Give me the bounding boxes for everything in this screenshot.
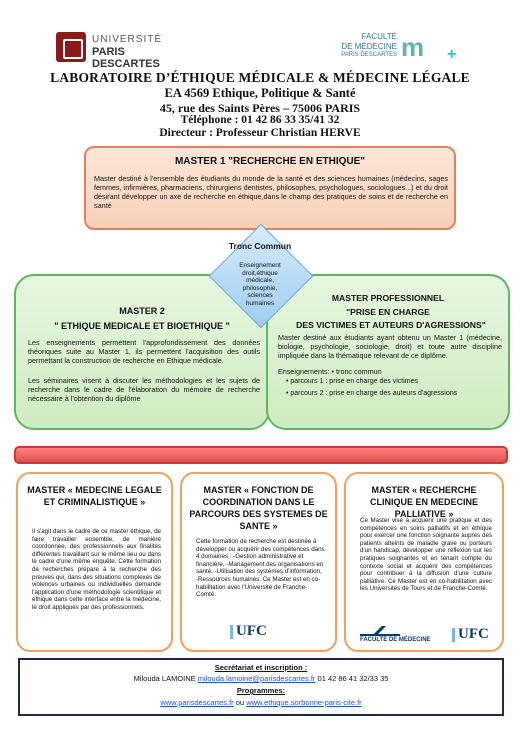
master-pro-parcours-2: • parcours 2 : prise en charge des auteurs d'agressions xyxy=(286,390,458,397)
master-coordination-box xyxy=(180,472,337,652)
ufc-logo: UFC xyxy=(458,626,489,642)
master-pro-title: MASTER PROFESSIONNEL xyxy=(331,293,445,303)
ufc-logo: UFC xyxy=(236,623,267,639)
red-divider-bar xyxy=(14,446,508,464)
site-ethique-link[interactable]: www.ethique.sorbonne-paris-cite.fr xyxy=(246,698,362,707)
ea-title: EA 4569 Ethique, Politique & Santé xyxy=(164,86,356,100)
tronc-commun-diamond xyxy=(210,225,310,325)
medecine-legale-text: Il s'agit dans le cadre de ce master éthique, de faire travailler ensemble, de manière coordonnée, des professionnels aux finalités différentes travaillant sur le même lieu ou dans le cadre d'une même enquête. Cette formation de recherches prépare à la recherche des preuves qui, dans des situations complexes de violences urbaines ou individuelles demande l'application d'une méthodologie scientifique et éthique dans cette interface entre la médecine, le droit appliqués par des professionnels. xyxy=(32,528,161,611)
univ-logo-line1: UNIVERSITÉ xyxy=(92,34,163,45)
footer-box xyxy=(18,658,504,716)
director: Directeur : Professeur Christian HERVE xyxy=(159,127,361,139)
university-emblem-icon xyxy=(56,32,86,62)
palliative-title: MASTER « RECHERCHE CLINIQUE EN MEDECINE PALLIATIVE » xyxy=(369,485,478,519)
master2-paragraph-1: Les enseignements permettent l'approfondissement des données théoriques suite au Master 1, ils permettent l'acquisition des outils permettant la construction de recherche en Ethique médicale. xyxy=(28,338,260,365)
master-pro-enseignements: Enseignements: • tronc commun xyxy=(278,367,382,376)
contact-name: Milouda LAMOINE xyxy=(133,674,196,683)
lab-title: LABORATOIRE D’ÉTHIQUE MÉDICALE & MÉDECINE LÉGALE xyxy=(50,70,470,85)
site-parisdescartes-link[interactable]: www.parisdescartes.fr xyxy=(160,698,234,707)
phone: Téléphone : 01 42 86 33 35/41 32 xyxy=(180,114,340,126)
faculte-medecine-label: FACULTÉ DE MÉDECINE xyxy=(360,637,431,643)
coordination-title: MASTER « FONCTION DE COORDINATION DANS LE PARCOURS DES SYSTEMES DE SANTE » xyxy=(189,485,328,531)
faculte-logo-line3: PARIS DESCARTES xyxy=(341,52,397,58)
master-pro-subtitle-2: DES VICTIMES ET AUTEURS D'AGRESSIONS" xyxy=(296,320,486,330)
master2-subtitle: " ETHIQUE MEDICALE ET BIOETHIQUE " xyxy=(54,321,230,331)
palliative-text: Ce Master vise à acquérir une pratique et des compétences en soins palliatifs et en éthique pour exercer une fonction soignante auprès des patients atteints de maladie grave ou porteurs d'un handicap, développer une réflexion sur les pratiques soignantes et en tenant compte du contexte social et acquérir des compétences pour contribuer à la diffusion d'une culture palliative. Ce Master est en co-habilitation avec les Universités de Tours et de Franche-Comté. xyxy=(360,517,492,593)
plus-icon: + xyxy=(447,46,457,63)
contact-line xyxy=(20,674,502,683)
master-palliative-box xyxy=(344,472,504,652)
faculte-medecine-tours-logo xyxy=(360,626,431,643)
master1-text: Master destiné à l'ensemble des étudiants du monde de la santé et des sciences humaines (médecins, sages femmes, infirmières, pharmaciens, chirurgiens dentistes, philosophes, psychologues, sociologues...) et du droit désirant développer un axe de recherche en éthique,dans le champ des pratiques de soins et de recherche en santé xyxy=(94,174,448,210)
faculte-medecine-logo xyxy=(335,30,465,66)
medecine-legale-title: MASTER « MEDECINE LEGALE ET CRIMINALISTIQUE » xyxy=(27,485,162,507)
tronc-commun-title: Tronc Commun xyxy=(228,241,292,251)
master2-paragraph-2: Les séminaires visent à discuter les méthodologies et les sujets de recherche dans le cadre de l'élaboration du mémoire de recherche nécessaire à l'obtention du diplôme xyxy=(28,376,260,403)
contact-email-link[interactable]: milouda.lamoine@parisdescartes.fr xyxy=(197,674,316,683)
secretariat-heading: Secrétariat et inscription : xyxy=(214,663,308,672)
faculte-logo-line1: FACULTÉ xyxy=(361,32,397,41)
master-medecine-legale-box xyxy=(16,472,173,652)
master-pro-paragraph: Master destiné aux étudiants ayant obtenu un Master 1 (médecine, biologie, psychologie, sociologie, droit) et toute autre discipline impliquée dans la thématique relevant de ce diplôme. xyxy=(278,333,502,360)
universite-paris-descartes-logo xyxy=(56,30,188,70)
tronc-commun-subtitle: Enseignement droit,éthique médicale, philosophie, sciences humaines xyxy=(239,262,281,307)
contact-phone: 01 42 86 41 32/33 35 xyxy=(317,674,389,683)
programmes-links xyxy=(20,698,502,707)
master2-title: MASTER 2 xyxy=(119,306,165,316)
master-pro-parcours-1: • parcours 1 : prise en charge des victimes xyxy=(286,378,419,385)
master1-box xyxy=(84,146,456,230)
logo-mountain-icon xyxy=(360,626,400,636)
coordination-text: Cette formation de recherche est destinée à développer ou acquérir des compétences dans 4 domaines : -Gestion administrative et financière, -Management des organisations en santé, -Utilisation des systèmes d'information, -Ressources humaines. Ce Master est en co-habilitation avec l'Université de Franche-Comté. xyxy=(196,538,325,599)
univ-logo-line2: PARIS DESCARTES xyxy=(92,46,160,70)
address: 45, rue des Saints Pères – 75006 PARIS xyxy=(159,101,361,115)
master1-title: MASTER 1 "RECHERCHE EN ETHIQUE" xyxy=(174,156,366,167)
master-pro-subtitle-1: "PRISE EN CHARGE xyxy=(346,307,430,317)
faculte-mark-icon: m xyxy=(401,32,425,62)
programmes-heading: Programmes: xyxy=(236,686,286,695)
faculte-logo-line2: DE MÉDECINE xyxy=(341,42,397,51)
or-label: ou xyxy=(235,698,245,707)
